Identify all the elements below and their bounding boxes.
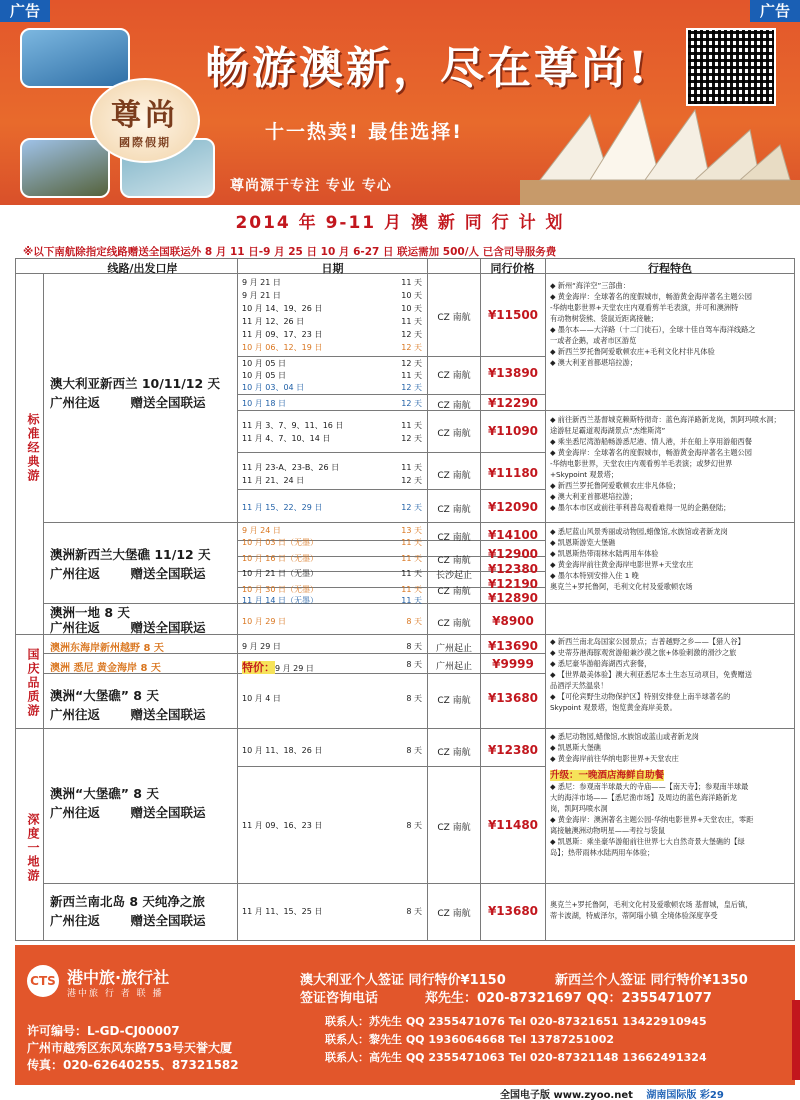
airline: CZ 南航	[437, 619, 471, 629]
route-nz-north-south[interactable]	[50, 892, 235, 930]
date-text: 10 月 21 日（无墨）	[242, 569, 318, 578]
feature-line: 途游驻足霸道观海湖景点“杰维斯湾”	[550, 426, 666, 435]
route-gift: 赠送全国联运	[130, 805, 206, 820]
row-line	[237, 410, 795, 411]
feature-line: 离接触澳洲动物明星——考拉与袋鼠	[550, 826, 666, 835]
feature-line: ◆ 乘坐悉尼湾游船畅游悉尼港、情人港，并在船上享用游船西餐	[550, 437, 752, 446]
airline: CZ 南航	[437, 909, 471, 919]
days-text: 11 天	[401, 538, 422, 547]
date-row	[242, 616, 422, 627]
airline: CZ 南航	[437, 696, 471, 706]
feature-line: ◆ 墨尔本市区或前往菲利普岛观看难得一见的企鹅登陆；	[550, 503, 731, 512]
visa-nz: 新西兰个人签证 同行特价¥1350	[555, 973, 748, 988]
feature-line: ◆ 新西兰罗托鲁阿爱歌顿农庄非凡体验；	[550, 481, 681, 490]
price: ¥12290	[487, 396, 539, 410]
date-row	[242, 329, 422, 340]
days-text: 13 天	[401, 526, 422, 535]
date-row	[242, 316, 422, 327]
feature-line: ◆ 黄金海岸：全球著名的度假城市，畅游黄金海岸著名主题公园	[550, 448, 752, 457]
price: ¥12380	[487, 743, 539, 757]
itinerary-table	[15, 258, 795, 941]
airline: CZ 南航	[437, 313, 471, 323]
date-text: 9 月 29 日	[275, 664, 314, 673]
date-row	[242, 342, 422, 353]
header-price: 同行价格	[490, 262, 535, 275]
route-gift: 赠送全国联运	[130, 620, 206, 635]
contact-su: 联系人：苏先生 QQ 2355471076 Tel 020-87321651 13422910945	[325, 1015, 707, 1028]
col-line	[237, 258, 238, 941]
date-row	[242, 277, 422, 288]
feature-line: ◆ 前往新西兰基督城克赖斯特彻奇：蓝色海洋路新龙岗，凯阿玛喷水洞；	[550, 415, 781, 424]
route-gift: 赠送全国联运	[130, 913, 206, 928]
date-text: 10 月 05 日	[242, 371, 286, 380]
route-depart: 广州往返	[50, 805, 101, 820]
date-text: 9 月 21 日	[242, 291, 281, 300]
date-row	[242, 382, 422, 393]
price: ¥13890	[487, 366, 539, 380]
feature-line: ◆ 【可伦宾野生动物保护区】特别安排登上南半球著名的	[550, 692, 731, 701]
price: ¥8900	[492, 614, 534, 628]
feature-line: ◆ 凯恩斯游览大堡礁	[550, 538, 616, 547]
feature-line: ◆ 悉尼动物园,蜡像馆,水族馆或蓝山或者新龙岗	[550, 732, 699, 741]
feature-block-6	[550, 770, 793, 858]
row-line	[237, 356, 545, 357]
feature-block-4	[550, 636, 793, 713]
route-depart: 广州往返	[50, 913, 101, 928]
date-text: 10 月 14、19、26 日	[242, 304, 323, 313]
days-text: 8 天	[406, 617, 422, 626]
date-text: 11 月 21、24 日	[242, 476, 305, 485]
feature-line: 奥克兰+罗托鲁阿，毛利文化村及爱歌顿农场 基督城，皇后镇，	[550, 900, 753, 909]
route-name: 澳洲“大堡礁” 8 天	[50, 786, 159, 801]
feature-line: ◆ 新西兰南北岛国家公园景点；吉普越野之乡——【猎人谷】	[550, 637, 745, 646]
edition-label: 湖南国际版 彩29	[646, 1090, 724, 1100]
cts-logo-icon: CTS	[27, 965, 59, 997]
date-row	[242, 745, 422, 756]
row-line	[43, 522, 795, 523]
row-line	[237, 452, 545, 453]
feature-line: ◆ 悉尼：参观南半球最大的寺庙——【南天寺】；参观南半球最	[550, 782, 749, 791]
airline: CZ 南航	[437, 371, 471, 381]
days-text: 12 天	[401, 399, 422, 408]
banner-photo-collage	[20, 28, 215, 198]
col-line	[427, 258, 428, 941]
row-line	[15, 728, 795, 729]
col-line	[545, 258, 546, 941]
feature-line: Skypoint 观景塔，饱览黄金海岸美景。	[550, 703, 677, 712]
price: ¥13690	[487, 639, 539, 653]
feature-line: ◆ 黄金海岸：澳洲著名主题公园-华纳电影世界+天堂农庄，零距	[550, 815, 754, 824]
feature-block-1	[550, 280, 793, 368]
feature-line: 奥克兰+罗托鲁阿，毛利文化村及爱歌顿农场	[550, 582, 693, 591]
header-banner	[0, 0, 800, 205]
route-gift: 赠送全国联运	[130, 395, 206, 410]
days-text: 8 天	[406, 660, 422, 669]
feature-line: ◆ 【世界最美体验】澳大利亚悉尼本土生态互动项目，免费赠送	[550, 670, 752, 679]
date-text: 11 月 4、7、10、14 日	[242, 434, 331, 443]
airline: CZ 南航	[437, 401, 471, 411]
feature-line: ◆ 黄金海岸：全球著名的度假城市，畅游黄金海岸著名主题公园	[550, 292, 752, 301]
days-text: 8 天	[406, 694, 422, 703]
feature-line: ◆ 墨尔本特别安排入住 1 晚	[550, 571, 639, 580]
days-text: 10 天	[401, 304, 422, 313]
feature-line: ◆ 黄金海岸前往华纳电影世界+天堂农庄	[550, 754, 679, 763]
date-row	[242, 420, 422, 431]
banner-subtitle: 十一热卖! 最佳选择!	[265, 121, 463, 143]
date-text: 10 月 4 日	[242, 694, 281, 703]
route-name: 澳大利亚新西兰 10/11/12 天	[50, 376, 221, 391]
route-gift: 赠送全国联运	[130, 707, 206, 722]
route-name: 澳洲一地 8 天	[50, 605, 130, 620]
route-reef-national[interactable]	[50, 686, 235, 724]
airline: 广州起止	[435, 662, 472, 672]
days-text: 12 天	[401, 359, 422, 368]
feature-line: ◆ 悉尼豪华游船海湖西式套餐，	[550, 659, 652, 668]
side-strip-decoration	[792, 1000, 800, 1080]
feature-line: +Skypoint 观景塔；	[550, 470, 619, 479]
footer-contact-panel	[15, 945, 795, 1085]
date-text: 11 月 3、7、9、11、16 日	[242, 421, 344, 430]
route-name: 新西兰南北岛 8 天纯净之旅	[50, 894, 205, 909]
date-row	[242, 537, 422, 548]
date-row	[242, 290, 422, 301]
date-text: 10 月 06、12、19 日	[242, 343, 323, 352]
cts-tagline: 港中旅 行 者 联 播	[67, 989, 164, 999]
snorkel-photo	[20, 28, 130, 88]
price: ¥13680	[487, 691, 539, 705]
date-row	[242, 568, 422, 579]
route-depart: 广州往返	[50, 620, 101, 635]
date-row	[242, 659, 422, 675]
days-text: 11 天	[401, 421, 422, 430]
price: ¥9999	[492, 657, 534, 671]
route-gift: 赠送全国联运	[130, 566, 206, 581]
feature-line: 一或者企鹅，或者市区游览	[550, 336, 637, 345]
page-footer	[500, 1086, 800, 1100]
license-number: 许可编号：L-GD-CJ00007	[27, 1024, 180, 1038]
days-text: 11 天	[401, 278, 422, 287]
row-line	[237, 394, 545, 395]
route-au-nz[interactable]	[50, 374, 235, 412]
days-text: 12 天	[401, 330, 422, 339]
notice-line: ※以下南航除指定线路赠送全国联运外 8 月 11 日-9 月 25 日 10 月 6-27 日 联运需加 500/人 已含司导服务费	[23, 246, 557, 258]
days-text: 12 天	[401, 503, 422, 512]
days-text: 11 天	[401, 317, 422, 326]
feature-line: 岛】；热带雨林水陆两用车体验；	[550, 848, 655, 857]
sydney-opera-house-icon	[520, 95, 800, 205]
days-text: 11 天	[401, 585, 422, 594]
days-text: 12 天	[401, 383, 422, 392]
date-row	[242, 462, 422, 473]
visa-hotline: 签证咨询电话	[300, 991, 379, 1006]
route-name: 澳洲“大堡礁” 8 天	[50, 688, 159, 703]
date-text: 11 月 11、15、25 日	[242, 907, 323, 916]
date-row	[242, 641, 422, 652]
price: ¥14100	[487, 528, 539, 542]
date-text: 9 月 29 日	[242, 642, 281, 651]
airline: CZ 南航	[437, 505, 471, 515]
feature-line: ◆ 新西兰罗托鲁阿爱歌顿农庄+毛利文化村非凡体验	[550, 347, 715, 356]
feature-block-7	[550, 899, 793, 921]
feature-line: ◆ 澳大利亚首都堪培拉游；	[550, 492, 637, 501]
date-text: 10 月 30 日（无墨）	[242, 585, 318, 594]
ad-label-left: 广告	[0, 0, 50, 22]
banner-title: 畅游澳新，尽在尊尚!	[205, 43, 651, 94]
plan-title: 2014 年 9-11 月 澳 新 同 行 计 划	[235, 213, 565, 233]
days-text: 12 天	[401, 343, 422, 352]
price: ¥12890	[487, 591, 539, 605]
contact-gao: 联系人：高先生 QQ 2355471063 Tel 020-87321148 13662491324	[325, 1051, 707, 1064]
special-price-label: 特价：	[242, 661, 275, 674]
feature-line: 大的海洋市场——【悉尼渔市场】及周边的蓝色海洋路新龙	[550, 793, 737, 802]
feature-line: ◆ 凯恩斯大堡礁	[550, 743, 601, 752]
date-row	[242, 906, 422, 917]
contact-li: 联系人：黎先生 QQ 1936064668 Tel 13787251002	[325, 1033, 615, 1046]
feature-line: -华纳电影世界+天堂农庄内观看剪羊毛表演，并可和澳洲特	[550, 303, 739, 312]
days-text: 11 天	[401, 569, 422, 578]
row-line	[237, 766, 545, 767]
date-row	[242, 475, 422, 486]
date-text: 9 月 21 日	[242, 278, 281, 287]
feature-line: ◆ 黄金海岸前往黄金海岸电影世界+天堂农庄	[550, 560, 694, 569]
airline: CZ 南航	[437, 823, 471, 833]
date-row	[242, 398, 422, 409]
date-row	[242, 525, 422, 536]
fax: 传真：020-62640255、87321582	[27, 1058, 239, 1072]
banner-slogan: 尊尚源于专注 专业 专心	[230, 178, 392, 194]
date-text: 11 月 12、26 日	[242, 317, 305, 326]
price: ¥11180	[487, 466, 539, 480]
category-standard: 标准经典游	[26, 413, 40, 483]
feature-line: ◆ 凯恩斯热带雨林水陆两用车体验	[550, 549, 659, 558]
date-text: 10 月 03、04 日	[242, 383, 305, 392]
header-date: 日期	[321, 262, 344, 275]
date-row	[242, 370, 422, 381]
address: 广州市越秀区东风东路753号天誉大厦	[27, 1041, 233, 1055]
airline: CZ 南航	[437, 748, 471, 758]
cts-name: 港中旅·旅行社	[67, 968, 170, 987]
feature-line: -华纳电影世界，天堂农庄内观看剪羊毛表演；或梦幻世界	[550, 459, 733, 468]
price: ¥12090	[487, 500, 539, 514]
days-text: 11 天	[401, 371, 422, 380]
date-text: 11 月 23-A、23-B、26 日	[242, 463, 340, 472]
feature-line: 品酒浮天然温泉！	[550, 681, 608, 690]
route-name: 澳洲新西兰大堡礁 11/12 天	[50, 547, 211, 562]
date-row	[242, 584, 422, 595]
feature-block-5	[550, 731, 793, 764]
feature-line: 岗，凯阿玛喷水洞	[550, 804, 608, 813]
days-text: 8 天	[406, 746, 422, 755]
days-text: 10 天	[401, 291, 422, 300]
date-row	[242, 303, 422, 314]
route-au-nz-reef[interactable]	[50, 545, 235, 583]
days-text: 11 天	[401, 463, 422, 472]
feature-line: ◆ 悉尼蓝山风景秀丽或动物园,蜡像馆,水族馆或者新龙岗	[550, 527, 728, 536]
days-text: 11 天	[401, 554, 422, 563]
feature-line: ◆ 墨尔本——大洋路（十二门徒石），全球十佳自驾车海洋线路之	[550, 325, 756, 334]
feature-line: 有动物树袋熊、袋鼠近距离接触；	[550, 314, 658, 323]
date-text: 10 月 05 日	[242, 359, 286, 368]
price: ¥11500	[487, 308, 539, 322]
date-row	[242, 553, 422, 564]
route-depart: 广州往返	[50, 566, 101, 581]
site-url[interactable]: 全国电子版 www.zyoo.net	[500, 1090, 633, 1100]
route-depart: 广州往返	[50, 707, 101, 722]
logo-sub-text: 國際假期	[119, 136, 171, 149]
price: ¥12380	[487, 562, 539, 576]
date-text: 10 月 11、18、26 日	[242, 746, 323, 755]
price: ¥13680	[487, 904, 539, 918]
visa-contact: 郑先生：020-87321697 QQ：2355471077	[425, 991, 712, 1006]
date-text: 10 月 03 日（无墨）	[242, 538, 318, 547]
date-row	[242, 433, 422, 444]
row-line	[237, 489, 545, 490]
category-national-day: 国庆品质游	[26, 648, 40, 718]
date-text: 10 月 29 日	[242, 617, 286, 626]
price: ¥11090	[487, 424, 539, 438]
feature-line: ◆ 澳大利亚首都堪培拉游；	[550, 358, 637, 367]
feature-block-2	[550, 414, 793, 513]
logo-main-text: 尊尚	[111, 98, 179, 133]
price: ¥11480	[487, 818, 539, 832]
route-depart: 广州往返	[50, 395, 101, 410]
days-text: 11 天	[401, 596, 422, 605]
zunshang-logo	[90, 78, 200, 163]
feature-line: ◆ 新州“海洋空”三部曲：	[550, 281, 630, 290]
price: ¥12900	[487, 547, 539, 561]
days-text: 8 天	[406, 907, 422, 916]
date-text: 10 月 18 日	[242, 399, 286, 408]
route-east-coast[interactable]: 澳洲东海岸新州越野 8 天	[50, 643, 164, 654]
date-row	[242, 820, 422, 831]
feature-line: 蒂卡波湖，特威泽尔，蒂阿瑙小镇 全境体验深度享受	[550, 911, 718, 920]
date-text: 11 月 09、16、23 日	[242, 821, 323, 830]
ad-label-right: 广告	[750, 0, 800, 22]
route-au-only[interactable]	[50, 605, 235, 635]
route-reef-deep[interactable]	[50, 784, 235, 822]
category-deep: 深度一地游	[26, 813, 40, 883]
feature-line: ◆ 史蒂芬港海豚观赏游船兼沙漠之旅+体验刺激的滑沙之旅	[550, 648, 737, 657]
date-row	[242, 502, 422, 513]
col-line	[43, 274, 44, 941]
upgrade-highlight: 升级：一晚酒店海鲜自助餐	[550, 770, 665, 781]
date-row	[242, 358, 422, 369]
row-line	[43, 883, 795, 884]
price: ¥12190	[487, 577, 539, 591]
airline: 长沙起止	[435, 571, 472, 581]
days-text: 8 天	[406, 642, 422, 651]
days-text: 12 天	[401, 434, 422, 443]
airline: CZ 南航	[437, 587, 471, 597]
date-row	[242, 595, 422, 606]
feature-line: ◆ 凯恩斯：乘坐豪华游船前往世界七大自然奇景大堡礁的【绿	[550, 837, 745, 846]
airline: CZ 南航	[437, 429, 471, 439]
airline: CZ 南航	[437, 556, 471, 566]
airline: CZ 南航	[437, 471, 471, 481]
header-route: 线路/出发口岸	[107, 262, 178, 275]
header-feature: 行程特色	[648, 262, 692, 275]
date-text: 11 月 15、22、29 日	[242, 503, 323, 512]
airline: 广州起止	[435, 644, 472, 654]
date-text: 10 月 16 日（无墨）	[242, 554, 318, 563]
date-text: 11 月 14 日（无墨）	[242, 596, 318, 605]
visa-au: 澳大利亚个人签证 同行特价¥1150	[300, 973, 506, 988]
date-text: 11 月 09、17、23 日	[242, 330, 323, 339]
date-row	[242, 693, 422, 704]
days-text: 12 天	[401, 476, 422, 485]
route-sydney-gold-coast[interactable]: 澳洲 悉尼 黄金海岸 8 天	[50, 663, 161, 674]
date-text: 9 月 24 日	[242, 526, 281, 535]
days-text: 8 天	[406, 821, 422, 830]
feature-block-3	[550, 526, 793, 592]
airline: CZ 南航	[437, 533, 471, 543]
